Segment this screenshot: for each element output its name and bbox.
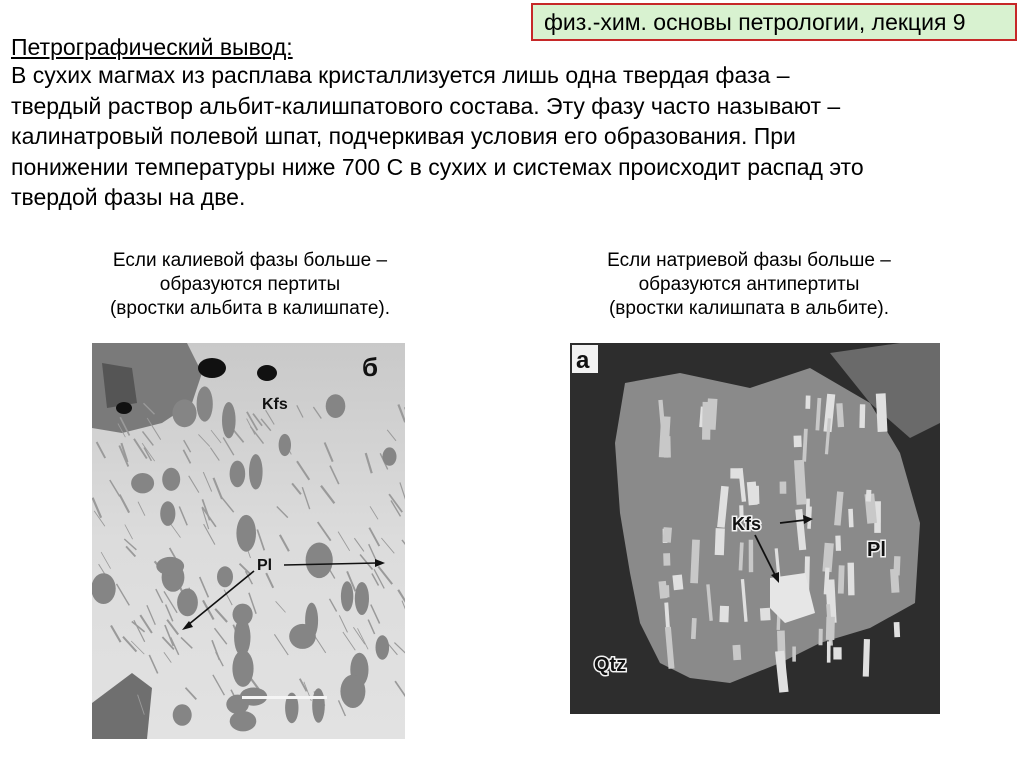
plagioclase-bleb <box>222 402 236 438</box>
perthite-caption <box>50 249 450 321</box>
plagioclase-bleb <box>249 454 263 489</box>
plagioclase-bleb <box>341 581 353 611</box>
plagioclase-bleb <box>306 543 333 579</box>
kfs-lamella <box>838 565 845 593</box>
kfs-lamella <box>835 536 841 551</box>
caption-line: образуются антипертиты <box>638 274 860 295</box>
kfs-label: Kfs <box>262 396 288 413</box>
kfs-lamella <box>749 540 754 572</box>
perthite-micrograph <box>92 343 405 739</box>
kfs-lamella <box>833 647 841 659</box>
plagioclase-bleb <box>230 711 257 731</box>
kfs-lamella <box>818 629 822 645</box>
plagioclase-bleb <box>383 447 397 465</box>
pl-label: Pl <box>867 539 886 561</box>
kfs-lamella <box>826 617 835 640</box>
body-line: калинатровый полевой шпат, подчеркивая условия его образования. При <box>11 123 796 149</box>
section-heading: Петрографический вывод: <box>11 34 293 60</box>
antiperthite-micrograph <box>570 343 940 714</box>
caption-line: (вростки альбита в калишпате). <box>109 298 391 319</box>
kfs-lamella <box>715 528 725 555</box>
plagioclase-bleb <box>233 604 253 626</box>
plagioclase-bleb <box>217 566 233 587</box>
kfs-lamella <box>663 553 670 566</box>
opaque-mineral <box>257 365 277 381</box>
plagioclase-bleb <box>340 675 365 708</box>
opaque-mineral <box>116 402 132 414</box>
kfs-lamella <box>672 575 683 591</box>
kfs-label: Kfs <box>732 514 762 534</box>
kfs-lamella <box>780 482 787 494</box>
kfs-lamella <box>760 608 771 621</box>
plagioclase-bleb <box>289 624 316 649</box>
plagioclase-bleb <box>230 461 246 488</box>
pl-label: Pl <box>257 557 273 574</box>
caption-line: Если калиевой фазы больше – <box>112 250 388 271</box>
perthite-micrograph-svg <box>92 343 405 739</box>
plagioclase-bleb <box>92 573 116 604</box>
kfs-lamella <box>876 393 888 432</box>
kfs-lamella <box>730 468 739 478</box>
caption-line: Если натриевой фазы больше – <box>607 250 891 271</box>
plagioclase-bleb <box>232 650 253 687</box>
kfs-lamella <box>792 646 796 661</box>
caption-line: (вростки калишпата в альбите). <box>608 298 890 319</box>
antiperthite-micrograph-svg <box>570 343 940 714</box>
kfs-lamella <box>794 435 802 447</box>
kfs-lamella <box>719 606 729 623</box>
plagioclase-bleb <box>131 473 154 493</box>
plagioclase-bleb <box>376 635 390 659</box>
plagioclase-bleb <box>355 582 369 615</box>
plagioclase-bleb <box>173 704 192 726</box>
kfs-lamella <box>663 527 672 543</box>
kfs-lamella <box>866 490 872 502</box>
kfs-lamella <box>863 639 870 677</box>
dark-grain-core <box>102 363 137 408</box>
plagioclase-bleb <box>236 515 256 552</box>
kfs-lamella <box>848 509 853 528</box>
caption-line: образуются пертиты <box>159 274 341 295</box>
antiperthite-caption <box>549 249 949 321</box>
kfs-lamella <box>733 645 742 661</box>
kfs-lamella <box>893 556 900 575</box>
plagioclase-bleb <box>177 589 198 617</box>
panel-letter: б <box>362 352 379 382</box>
plagioclase-bleb <box>197 386 213 421</box>
plagioclase-bleb <box>162 468 180 491</box>
plagioclase-bleb <box>156 557 184 575</box>
plagioclase-bleb <box>160 501 175 526</box>
plagioclase-bleb <box>326 394 346 418</box>
body-line: В сухих магмах из расплава кристаллизуется лишь одна твердая фаза – <box>11 62 790 88</box>
opaque-mineral <box>198 358 226 378</box>
plagioclase-bleb <box>312 688 325 723</box>
panel-letter: а <box>576 347 590 374</box>
kfs-lamella <box>848 563 855 596</box>
kfs-lamella <box>859 404 865 428</box>
plagioclase-bleb <box>279 434 291 456</box>
kfs-lamella <box>664 436 671 457</box>
body-paragraph <box>11 60 971 213</box>
qtz-label: Qtz <box>594 654 627 676</box>
body-line: твердой фазы на две. <box>11 184 246 210</box>
lecture-tag: физ.-хим. основы петрологии, лекция 9 <box>531 3 1017 41</box>
kfs-lamella <box>827 641 831 662</box>
kfs-lamella <box>894 622 900 637</box>
body-line: понижении температуры ниже 700 С в сухих и системах происходит распад это <box>11 153 864 180</box>
plagioclase-bleb <box>172 399 196 427</box>
body-line: твердый раствор альбит-калишпатового состава. Эту фазу часто называют – <box>11 92 841 119</box>
scale-bar <box>242 696 327 699</box>
kfs-lamella <box>706 398 717 430</box>
kfs-lamella <box>805 396 810 409</box>
